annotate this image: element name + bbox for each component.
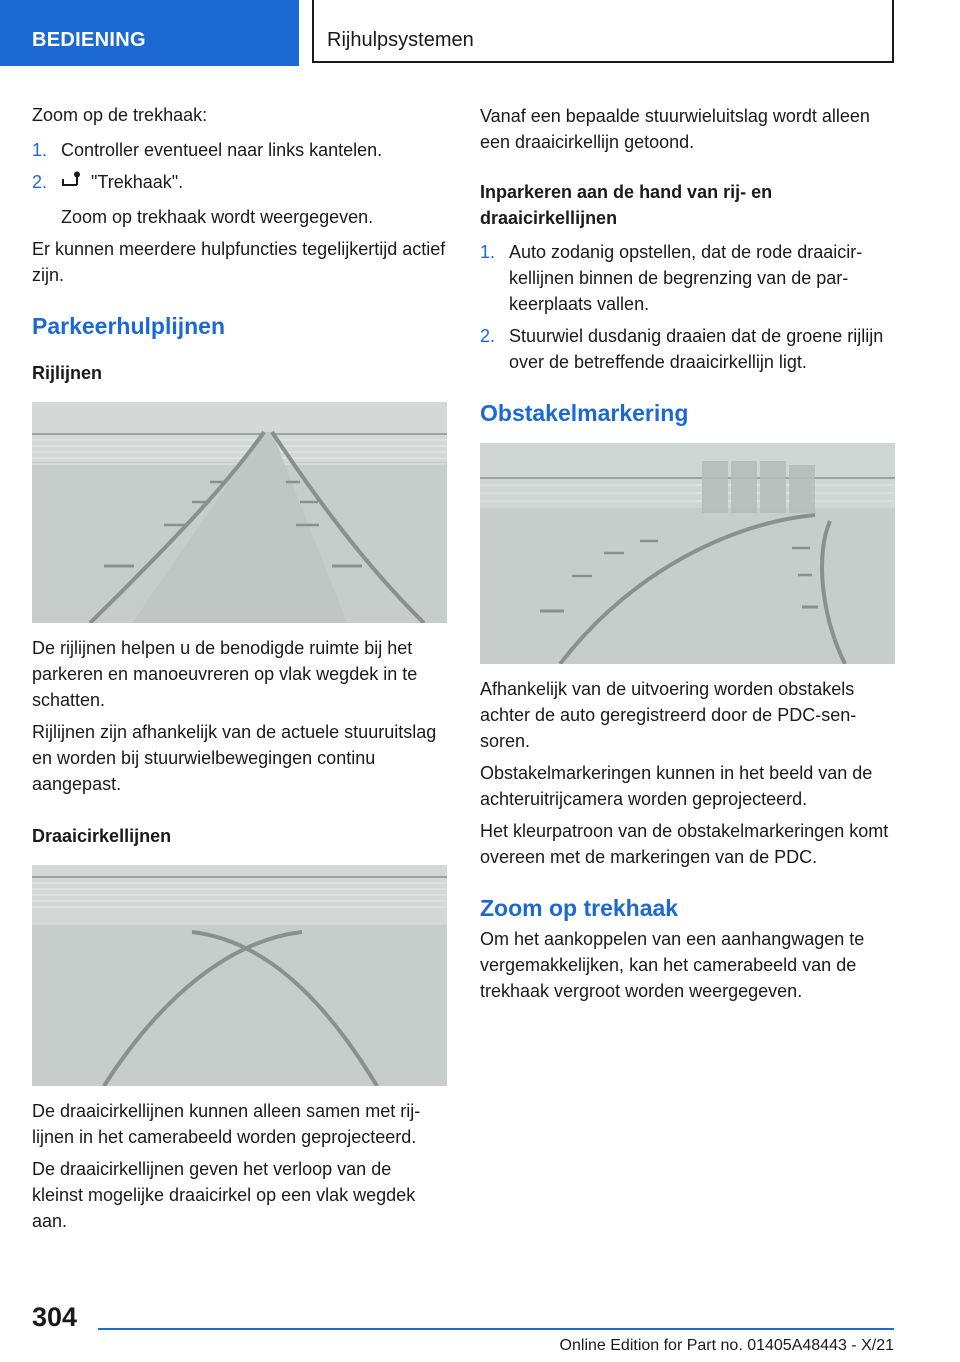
paragraph: De draaicirkellijnen kunnen alleen samen met rijlijnen in het camerabeeld worden geprojecteerd.	[32, 1101, 421, 1147]
driving-lines-image	[32, 402, 447, 623]
list-item	[480, 323, 895, 375]
section-header-label: Rijhulpsystemen	[327, 29, 474, 51]
section-title-zoom-op-trekhaak: Zoom op trekhaak	[480, 895, 679, 921]
trailer-hitch-icon	[61, 171, 83, 198]
list-item	[32, 137, 447, 163]
right-column	[480, 100, 895, 1004]
footer-divider	[98, 1328, 894, 1330]
chapter-tab-label: BEDIENING	[32, 29, 146, 51]
list-number: 1.	[480, 242, 496, 262]
section-header	[312, 0, 894, 63]
paragraph: Obstakelmarkeringen kunnen in het beeld van de achteruitrijcamera worden geprojecteerd.	[480, 763, 873, 809]
paragraph: De draaicirkellijnen geven het verloop van de kleinst mogelijke draaicirkel op een vlak wegdek aan.	[32, 1159, 416, 1231]
list-text: Stuurwiel dusdanig draaien dat de groene rijlijn over de betreffende draaicirkellijn ligt.	[509, 326, 884, 372]
step-result: Zoom op trekhaak wordt weergegeven.	[61, 207, 374, 227]
paragraph: Vanaf een bepaalde stuurwieluitslag wordt alleen een draaicirkellijn getoond.	[480, 106, 870, 152]
paragraph: Het kleurpatroon van de obstakelmarkeringen komt overeen met de markeringen van de PDC.	[480, 821, 889, 867]
chapter-tab	[0, 0, 299, 66]
intro-text: Zoom op de trekhaak:	[32, 105, 208, 125]
subheading-rijlijnen: Rijlijnen	[32, 363, 103, 383]
list-number: 2.	[480, 326, 496, 346]
multi-functions-note: Er kunnen meerdere hulpfuncties tegelijkertijd actief zijn.	[32, 239, 446, 285]
obstacle-marking-image	[480, 443, 895, 664]
turning-circle-lines-image	[32, 865, 447, 1086]
list-text: Controller eventueel naar links kantelen.	[61, 140, 383, 160]
paragraph: Afhankelijk van de uitvoering worden obstakels achter de auto geregistreerd door de PDC-sensoren.	[480, 679, 857, 751]
list-text: "Trekhaak".	[91, 172, 184, 192]
subheading-inparkeren: Inparkeren aan de hand van rij- en draaicirkellijnen	[480, 182, 773, 228]
list-number: 1.	[32, 140, 48, 160]
paragraph: Rijlijnen zijn afhankelijk van de actuele stuuruitslag en worden bij stuurwielbewegingen continu aangepast.	[32, 722, 437, 794]
section-title-parkeerhulplijnen: Parkeerhulplijnen	[32, 313, 226, 339]
list-item	[480, 239, 895, 317]
subheading-draaicirkellijnen: Draaicirkellijnen	[32, 826, 172, 846]
list-item	[32, 169, 447, 198]
list-number: 2.	[32, 172, 48, 192]
left-column	[32, 100, 447, 1234]
page-number: 304	[32, 1302, 78, 1332]
paragraph: Om het aankoppelen van een aanhangwagen te vergemakkelijken, kan het camerabeeld van de trekhaak vergroot worden weergegeven.	[480, 929, 865, 1001]
section-title-obstakelmarkering: Obstakelmarkering	[480, 400, 689, 426]
paragraph: De rijlijnen helpen u de benodigde ruimte bij het parkeren en manoeuvreren op vlak wegdek in te schatten.	[32, 638, 418, 710]
list-text: Auto zodanig opstellen, dat de rode draaicirkellijnen binnen de begrenzing van de parkeerplaats vallen.	[509, 242, 863, 314]
edition-footer: Online Edition for Part no. 01405A48443 - X/21	[559, 1337, 894, 1354]
